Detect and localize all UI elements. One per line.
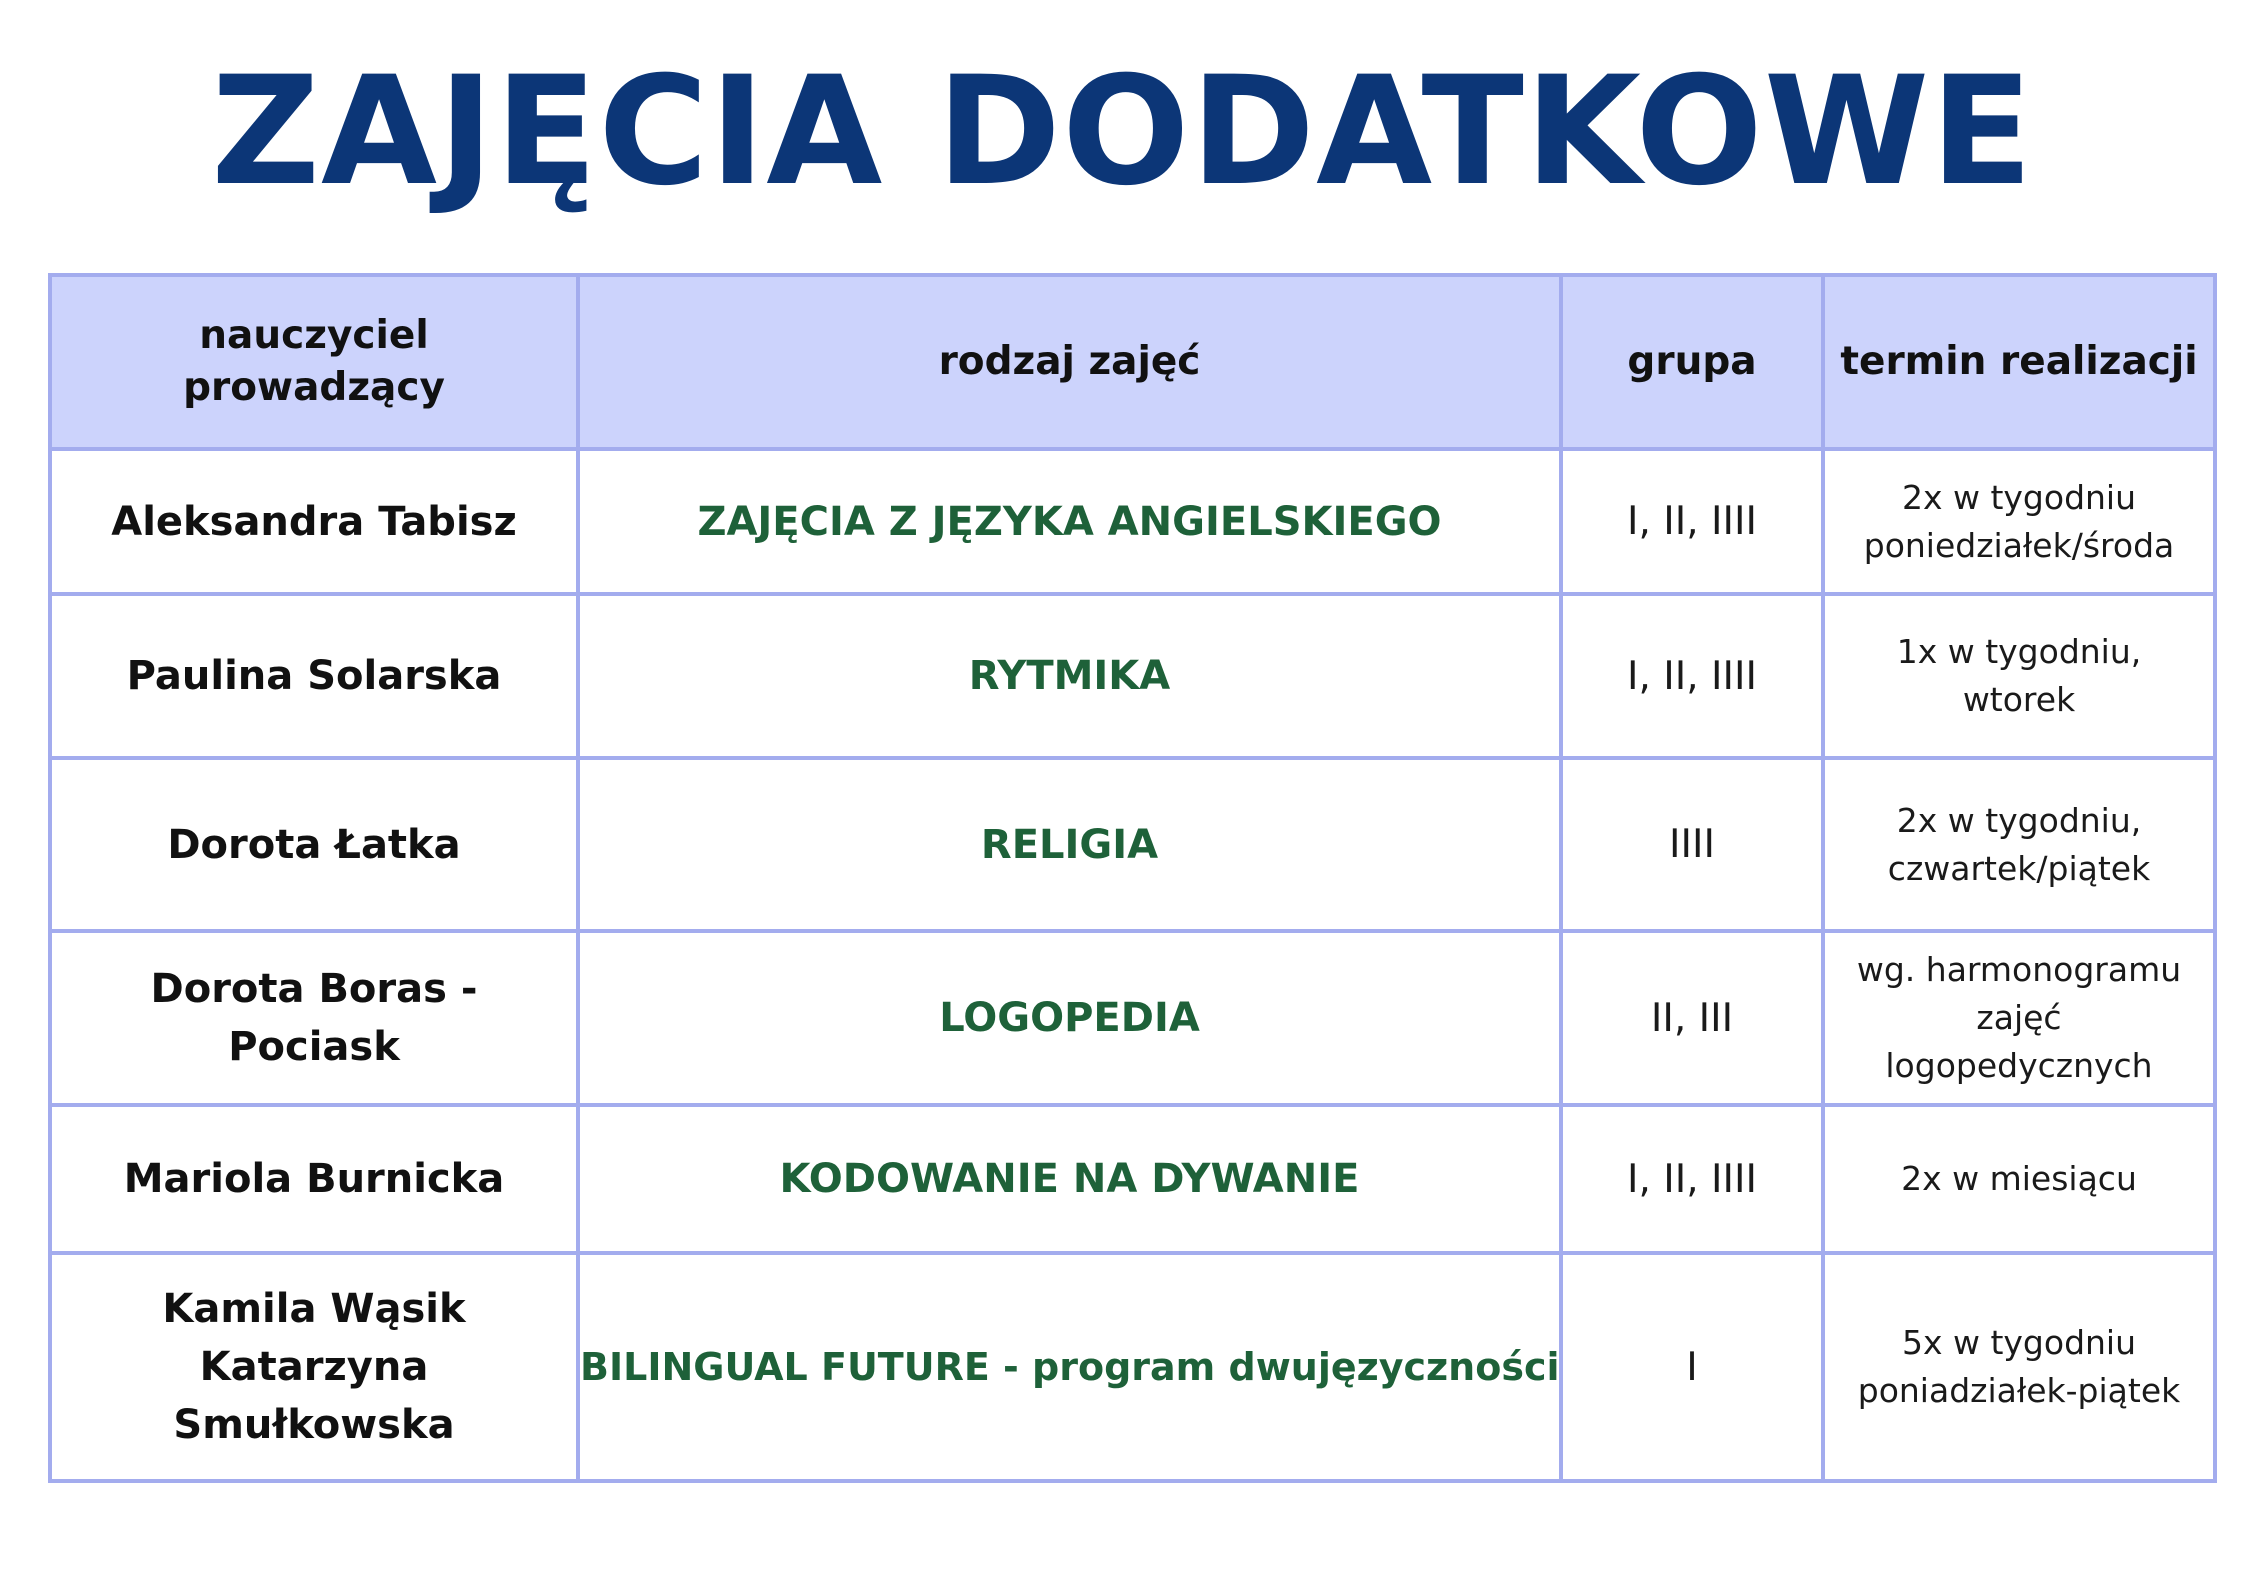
activity-name: RYTMIKA — [968, 653, 1171, 699]
header-teacher-line: nauczyciel — [199, 313, 429, 358]
activity-name: ZAJĘCIA Z JĘZYKA ANGIELSKIEGO — [697, 498, 1442, 545]
term-cell — [1823, 594, 2215, 758]
activity-name: KODOWANIE NA DYWANIE — [779, 1156, 1360, 1202]
teacher-name: Katarzyna Smułkowska — [173, 1344, 455, 1448]
group-cell: I, II, IIII — [1561, 449, 1823, 594]
table-row — [50, 594, 2215, 758]
table-row — [50, 1253, 2215, 1481]
teacher-cell — [50, 1253, 578, 1481]
table-row — [50, 931, 2215, 1105]
term-line: zajęć — [1976, 998, 2062, 1037]
activity-name: LOGOPEDIA — [939, 995, 1200, 1041]
header-group: grupa — [1561, 275, 1823, 449]
activities-table — [48, 273, 2217, 1483]
term-line: wg. harmonogramu — [1856, 950, 2182, 989]
table-row — [50, 758, 2215, 931]
table-header-row — [50, 275, 2215, 449]
teacher-cell — [50, 449, 578, 594]
term-line: 2x w tygodniu — [1901, 477, 2137, 517]
teacher-cell — [50, 758, 578, 931]
term-line: logopedycznych — [1885, 1046, 2153, 1085]
header-term: termin realizacji — [1823, 275, 2215, 449]
group-cell: I — [1561, 1253, 1823, 1481]
term-cell — [1823, 1253, 2215, 1481]
activity-cell — [578, 931, 1561, 1105]
activity-name: RELIGIA — [980, 821, 1159, 868]
term-cell — [1823, 1105, 2215, 1253]
term-cell — [1823, 758, 2215, 931]
group-cell: I, II, IIII — [1561, 1105, 1823, 1253]
activity-cell — [578, 758, 1561, 931]
header-teacher — [50, 275, 578, 449]
term-line: 2x w tygodniu, — [1896, 800, 2142, 840]
term-line: poniadziałek-piątek — [1857, 1371, 2181, 1410]
teacher-name: Dorota Łatka — [167, 821, 461, 868]
teacher-cell — [50, 1105, 578, 1253]
teacher-name: Paulina Solarska — [126, 653, 502, 699]
table-body — [50, 449, 2215, 1481]
page-title: ZAJĘCIA DODATKOWE — [211, 45, 2034, 219]
activity-cell — [578, 449, 1561, 594]
table-row — [50, 449, 2215, 594]
header-activity: rodzaj zajęć — [578, 275, 1561, 449]
term-line: 5x w tygodniu — [1901, 1323, 2137, 1362]
activity-name: BILINGUAL FUTURE - program dwujęzyczności — [580, 1345, 1560, 1389]
activity-cell — [578, 594, 1561, 758]
term-line: wtorek — [1962, 680, 2076, 719]
teacher-name: Dorota Boras - Pociask — [150, 966, 478, 1070]
term-cell — [1823, 931, 2215, 1105]
header-teacher-line: prowadzący — [183, 365, 445, 410]
teacher-cell — [50, 594, 578, 758]
term-line: poniedziałek/środa — [1863, 525, 2175, 565]
teacher-name: Kamila Wąsik — [162, 1286, 466, 1332]
group-cell: I, II, IIII — [1561, 594, 1823, 758]
term-line: 1x w tygodniu, — [1896, 632, 2142, 671]
term-line: czwartek/piątek — [1887, 848, 2151, 888]
activity-cell — [578, 1105, 1561, 1253]
group-cell: IIII — [1561, 758, 1823, 931]
teacher-name: Aleksandra Tabisz — [111, 498, 517, 545]
term-cell — [1823, 449, 2215, 594]
group-cell: II, III — [1561, 931, 1823, 1105]
teacher-cell — [50, 931, 578, 1105]
teacher-name: Mariola Burnicka — [123, 1156, 505, 1202]
table-row — [50, 1105, 2215, 1253]
activity-cell — [578, 1253, 1561, 1481]
term-line: 2x w miesiącu — [1901, 1159, 2137, 1198]
